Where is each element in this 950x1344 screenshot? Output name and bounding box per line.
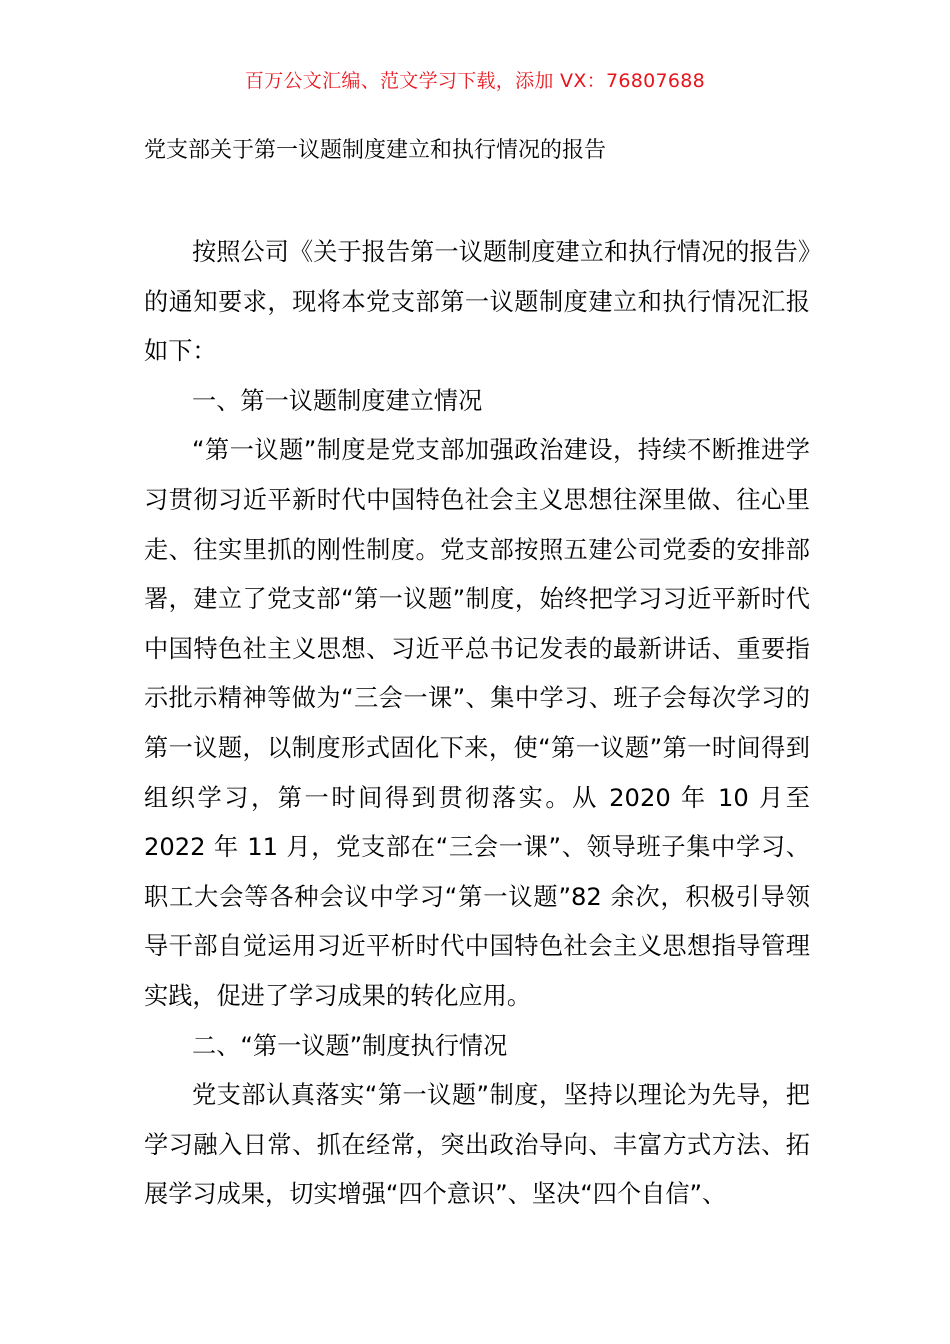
- document-body: [144, 228, 810, 1220]
- document-title: 党支部关于第一议题制度建立和执行情况的报告: [144, 138, 607, 163]
- section-1-paragraph: “第一议题”制度是党支部加强政治建设，持续不断推进学习贯彻习近平新时代中国特色社会主义思想往深里做、往心里走、往实里抓的刚性制度。党支部按照五建公司党委的安排部署，建立了党支部“第一议题”制度，始终把学习习近平新时代中国特色社主义思想、习近平总书记发表的最新讲话、重要指示批示精神等做为“三会一课”、集中学习、班子会每次学习的第一议题，以制度形式固化下来，使“第一议题”第一时间得到组织学习，第一时间得到贯彻落实。从 2020 年 10 月至 2022 年 11 月，党支部在“三会一课”、领导班子集中学习、职工大会等各种会议中学习“第一议题”82 余次，积极引导领导干部自觉运用习近平析时代中国特色社会主义思想指导管理实践，促进了学习成果的转化应用。: [144, 436, 810, 1010]
- watermark-banner: 百万公文汇编、范文学习下载，添加 VX：76807688: [244, 70, 706, 92]
- section-2-heading: 二、“第一议题”制度执行情况: [192, 1031, 508, 1060]
- intro-paragraph: 按照公司《关于报告第一议题制度建立和执行情况的报告》的通知要求，现将本党支部第一议题制度建立和执行情况汇报如下：: [144, 238, 810, 366]
- section-2-paragraph: 党支部认真落实“第一议题”制度，坚持以理论为先导，把学习融入日常、抓在经常，突出政治导向、丰富方式方法、拓展学习成果，切实增强“四个意识”、坚决“四个自信”、: [144, 1081, 810, 1209]
- section-1-heading: 一、第一议题制度建立情况: [192, 386, 483, 415]
